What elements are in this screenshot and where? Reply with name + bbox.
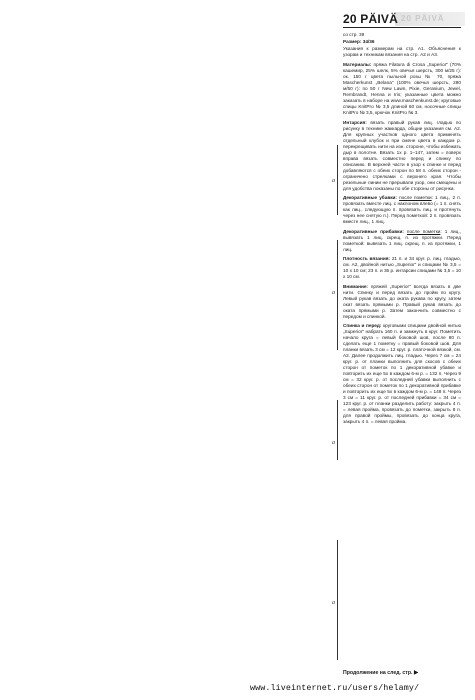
margin-marker-3 (337, 400, 338, 460)
size-note: Указания к размерам на стр. А1. Объяснения к узорам и техникам вязания на стр. А2 и А3. (343, 46, 461, 58)
pattern-text-column (343, 32, 461, 427)
decrease-text: : 1 лиц., 2 п. провязать вместе лиц. с наклоном влево (= 1 п. снять как лиц., следующую п. провязать лиц. и протянуть через нее снятую п.). Перед пометкой: 2 п. провязать вместе лиц., 1 лиц. (343, 195, 461, 225)
margin-marker-letter-2: a (332, 290, 335, 296)
body-text: круговыми спицами двойной нитью „Superior" набрать 160 п. и замкнуть в круг. Пометить начало круга = левый боковой шов, после 80 п. сделать еще 1 пометку = правый боковой шов. Для планки вязать 3 см = 12 круг. р. платочной вязкой, см. А2. Далее продолжить лиц. гладью. Через 7 см = 24 круг. р. от планки выполнить для скосов с обеих сторон от пометок по 1 декоративной убавке и повторить их еще 5х в каждом 6-м р. = 132 п. Через 9 см = 32 круг. р. от последней убавки выполнить с обеих сторон от пометок по 1 декоративной прибавке и повторить их еще 5х в каждом 6-м р. = 148 п. Через 3 см = 11 круг. р. от последней прибавки = 34 см = 123 круг. р. от планки разделить работу: закрыть 4 п. = левая пройма, провязать до пометки, закрыть 8 п. для правой проймы, провязать до конца круга, закрыть 4 п. = левая пройма. (343, 323, 461, 425)
size-line (343, 39, 461, 45)
decrease-label: Декоративные убавки: (343, 195, 397, 201)
materials-text: пряжа Filatura di Crosa „Superior" (70% кашемир, 25% шелк, 5% овечья шерсть, 300 м/25 г): ок. 150 г цвета пыльной розы № 70, пряжа Mascherkunst „Belana" (100% овечья шерсть, 280 м/50 г): по 50 г New Lawn, Pixie, Geranium, Jewel, Rembrandt, Henna и Iris; указанные цвета можно заказать в наборе на www.maschenkunst.de; круговые спицы KnitPro № 3,5 длиной 60 см, носочные спицы KnitPro № 3,5, крючок KnitPro № 3. (343, 61, 461, 115)
arrow-right-icon: ▶ (413, 670, 419, 676)
continue-text: Продолжение на след. стр. (343, 670, 413, 676)
increase-paragraph (343, 229, 461, 253)
continue-note (343, 670, 461, 677)
gauge-label: Плотность вязания: (343, 256, 390, 262)
page-title: 20 PÄIVÄ (343, 12, 398, 26)
decrease-underlined: после пометки (399, 195, 432, 201)
gauge-paragraph (343, 256, 461, 280)
margin-marker-letter-4: a (332, 600, 335, 606)
increase-label: Декоративные прибавки: (343, 228, 404, 234)
page-header (343, 12, 463, 28)
margin-marker-letter-3: a (332, 440, 335, 446)
body-paragraph (343, 323, 461, 425)
decrease-paragraph (343, 195, 461, 225)
materials-label: Материалы: (343, 61, 372, 67)
intarsia-paragraph (343, 120, 461, 192)
note-text: пряжей „Superior" всегда вязать в две нити. Спинку и перед вязать до пройм по кругу. Левый рукав вязать до оката рукава по кругу, затем окат вязать прямыми р. Правый рукав вязать до оката прямыми р. Затем закончить совместно с передом и спинкой. (343, 283, 461, 319)
intarsia-text: вязать правый рукав лиц. гладью по рисунку в технике жаккарда, общие указания см. А2. Для крупных участков одного цвета применять отдельный клубок и при смене цвета в каждом р. перекрещивать нити на изн. стороне, чтобы избежать дыр в полотне. Вязать 1х р. 1–147, затем = поверх вправа вязать совместно перед и спинку по описанию. В верхней части в узор к спинке и перед добавляются с обеих сторон по 58 п. обеих сторон - ограничено стрелками с верхнего края. Чтобы резельные линии не прерывали узор, они смещены и для удобства показаны по обе стороны от рисунка. (343, 119, 461, 191)
size-label: Размер: 34/36 (343, 39, 375, 45)
bleed-through-text: 20 PÄIVÄ (401, 14, 445, 23)
margin-marker-1 (337, 145, 338, 215)
margin-marker-2 (337, 240, 338, 350)
materials-paragraph (343, 62, 461, 116)
gauge-text: 21 п. и 34 круг. р. лиц. гладью, см. А2, двойной нитью „Superior" и спицами № 3,5 = 10 х 10 см; 23 п. и 36 р. интарсии спицами № 3,5 = 10 х 10 см. (343, 256, 461, 280)
header-rule (343, 27, 461, 28)
increase-text: : 1 лиц., вывязать 1 лиц. скрещ. п. из протяжки. Перед пометкой: вывязать 1 лиц. скрещ. п. из протяжки, 1 лиц. (343, 228, 461, 252)
page-reference: со стр. 39 (343, 32, 365, 37)
body-label: Спинка и перед: (343, 323, 382, 329)
note-paragraph (343, 284, 461, 320)
note-label: Внимание: (343, 283, 368, 289)
margin-marker-letter-1: a (332, 178, 335, 184)
intarsia-label: Интарсия: (343, 119, 367, 125)
footer-url: www.liveinternet.ru/users/helamy/ (250, 683, 420, 693)
margin-marker-4 (337, 540, 338, 660)
increase-underlined: после пометки (406, 228, 441, 234)
